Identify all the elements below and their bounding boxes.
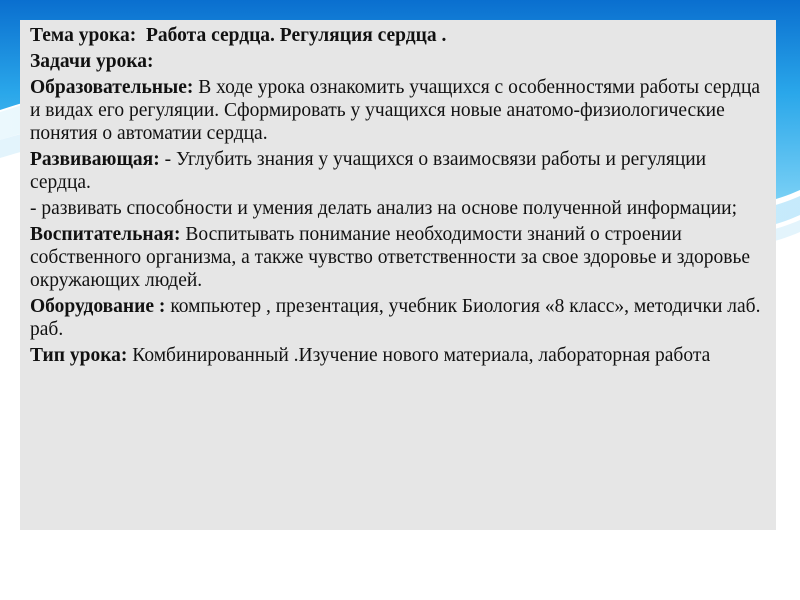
topic-text: Работа сердца. Регуляция сердца . [145, 25, 447, 46]
developing-paragraph [30, 148, 765, 194]
educational-label: Образовательные: [30, 77, 194, 98]
upbringing-label: Воспитательная: [30, 224, 181, 245]
tasks-paragraph [30, 50, 765, 73]
lesson-type-label: Тип урока: [30, 345, 128, 366]
topic-paragraph [30, 24, 765, 47]
lesson-type-text: Комбинированный .Изучение нового материала, лабораторная работа [127, 345, 711, 366]
developing-text: - Углубить знания у учащихся о взаимосвязи работы и регуляции сердца. [30, 149, 707, 193]
equipment-label: Оборудование : [30, 296, 166, 317]
developing-label: Развивающая: [30, 149, 160, 170]
upbringing-paragraph [30, 223, 765, 292]
educational-paragraph [30, 76, 765, 145]
equipment-text: компьютер , презентация, учебник Биология «8 класс», методички лаб. раб. [30, 296, 761, 340]
educational-text: В ходе урока ознакомить учащихся с особенностями работы сердца и видах его регуляции. Сформировать у учащихся новые анатомо-физиологические понятия о автоматии сердца. [30, 77, 761, 144]
developing-extra-paragraph [30, 197, 765, 220]
lesson-type-paragraph [30, 344, 765, 367]
lesson-text-block [30, 24, 765, 370]
upbringing-text: Воспитывать понимание необходимости знаний о строении собственного организма, а также чувство ответственности за свое здоровье и здоровье окружающих людей. [30, 224, 751, 291]
tasks-label: Задачи урока: [30, 51, 154, 72]
equipment-paragraph [30, 295, 765, 341]
developing-extra-text: - развивать способности и умения делать анализ на основе полученной информации; [30, 198, 738, 219]
topic-label: Тема урока: [30, 25, 137, 46]
